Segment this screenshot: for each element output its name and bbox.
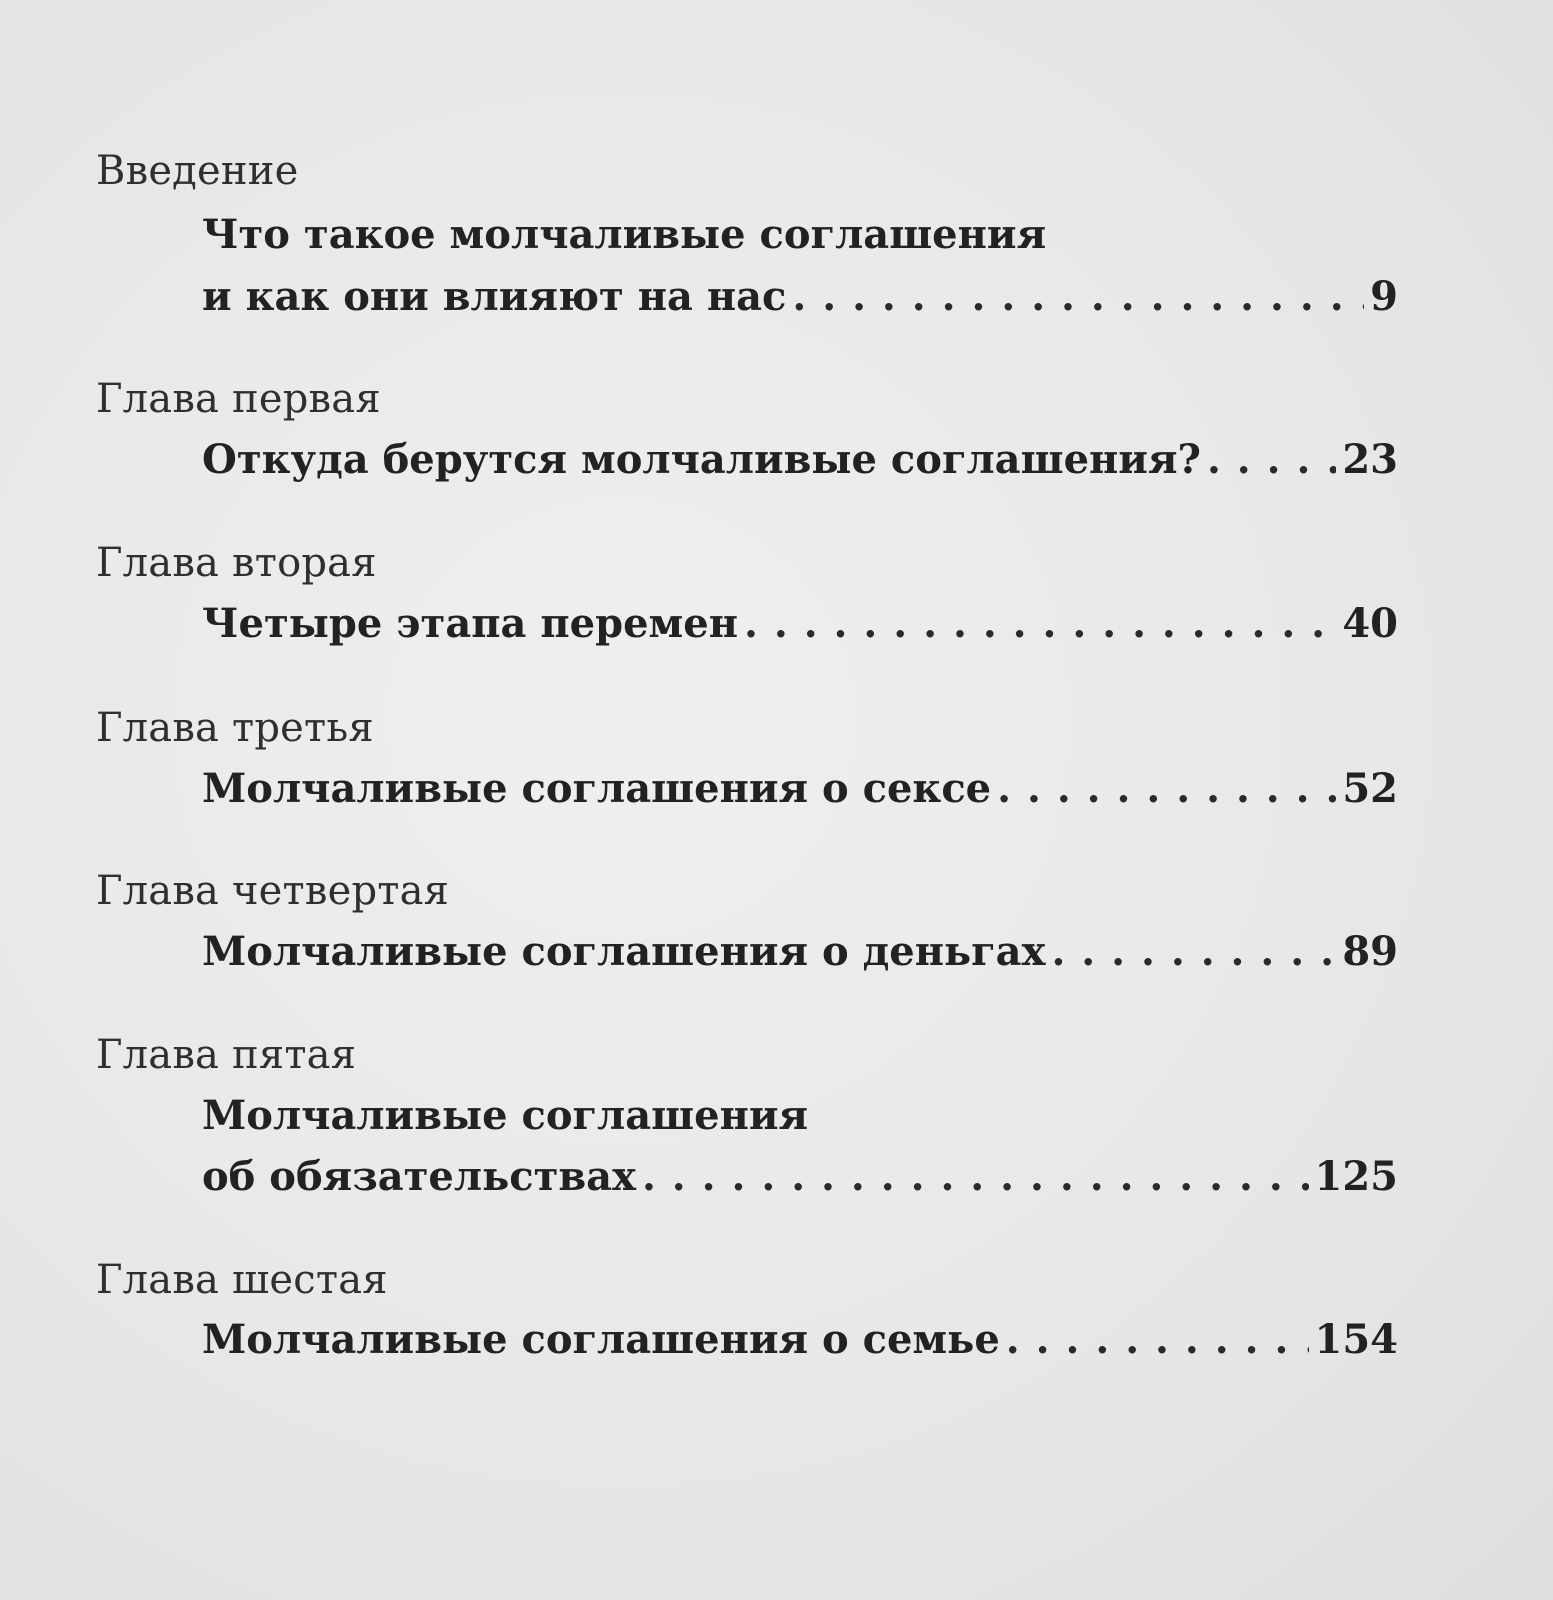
toc-entry-title-line-1 (202, 1316, 1398, 1364)
dot-leader (642, 1153, 1309, 1201)
toc-entry-title-text: Молчаливые соглашения о деньгах (202, 928, 1046, 975)
toc-entry-title-text: Молчаливые соглашения о сексе (202, 765, 992, 812)
dot-leader (744, 600, 1336, 648)
toc-entry-title-line-1 (202, 928, 1398, 976)
toc-entry-title-line-1 (202, 1092, 1398, 1140)
toc-entry-page-number: 154 (1314, 1316, 1398, 1363)
toc-entry-label: Введение (96, 148, 299, 194)
toc-entry-title-text: Что такое молчаливые соглашения (202, 211, 1047, 258)
toc-entry-title-text: Откуда берутся молчаливые соглашения? (202, 436, 1201, 483)
toc-entry-label: Глава шестая (96, 1257, 388, 1303)
dot-leader (1051, 928, 1336, 976)
toc-entry-page-number: 9 (1370, 273, 1398, 320)
toc-entry-title-text: Четыре этапа перемен (202, 600, 738, 647)
toc-entry-title-line-2 (202, 1153, 1398, 1201)
toc-entry-label: Глава третья (96, 705, 374, 751)
toc-entry-title-line-1 (202, 765, 1398, 813)
toc-entry-title-text: об обязательствах (202, 1153, 636, 1200)
toc-entry-title-line-1 (202, 600, 1398, 648)
toc-entry-label: Глава пятая (96, 1032, 357, 1078)
toc-entry-title-text: Молчаливые соглашения о семье (202, 1316, 1000, 1363)
dot-leader (997, 765, 1336, 813)
dot-leader (1006, 1316, 1309, 1364)
toc-entry-title-text: Молчаливые соглашения (202, 1092, 809, 1139)
toc-entry-page-number: 89 (1342, 928, 1398, 975)
dot-leader (792, 273, 1364, 321)
toc-entry-title-line-2 (202, 273, 1398, 321)
toc-entry-title-line-1 (202, 436, 1398, 484)
toc-entry-label: Глава вторая (96, 540, 377, 586)
toc-entry-page-number: 23 (1342, 436, 1398, 483)
toc-entry-title-line-1 (202, 211, 1398, 259)
toc-entry-title-text: и как они влияют на нас (202, 273, 787, 320)
toc-entry-page-number: 40 (1342, 600, 1398, 647)
toc-entry-page-number: 52 (1342, 765, 1398, 812)
dot-leader (1207, 436, 1336, 484)
toc-entry-label: Глава первая (96, 376, 381, 422)
toc-entry-page-number: 125 (1314, 1153, 1398, 1200)
toc-entry-label: Глава четвертая (96, 868, 450, 914)
